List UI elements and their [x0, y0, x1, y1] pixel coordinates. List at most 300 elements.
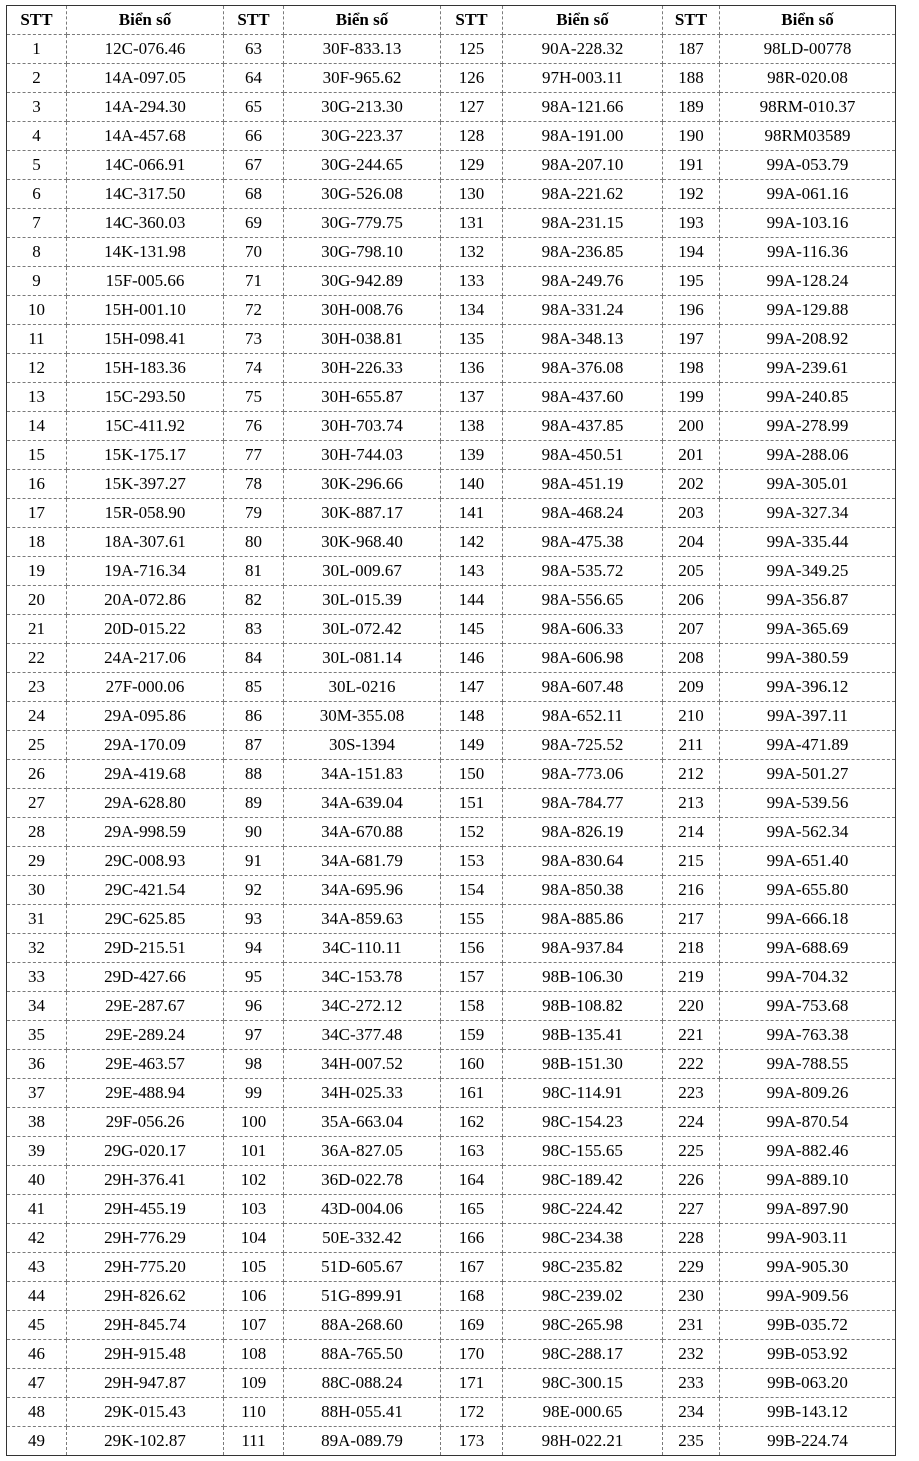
stt-cell: 6 [7, 180, 67, 209]
plate-cell: 98A-535.72 [503, 557, 663, 586]
plate-cell: 51D-605.67 [284, 1253, 441, 1282]
stt-cell: 9 [7, 267, 67, 296]
table-row [7, 1224, 896, 1253]
table-row [7, 876, 896, 905]
table-row [7, 557, 896, 586]
plate-cell: 15K-397.27 [67, 470, 224, 499]
table-row [7, 528, 896, 557]
stt-cell: 161 [441, 1079, 503, 1108]
stt-cell: 89 [224, 789, 284, 818]
table-row [7, 644, 896, 673]
stt-cell: 125 [441, 35, 503, 64]
table-row [7, 296, 896, 325]
stt-cell: 224 [663, 1108, 720, 1137]
stt-cell: 79 [224, 499, 284, 528]
stt-cell: 214 [663, 818, 720, 847]
plate-cell: 98A-207.10 [503, 151, 663, 180]
stt-cell: 222 [663, 1050, 720, 1079]
stt-cell: 85 [224, 673, 284, 702]
table-row [7, 847, 896, 876]
plate-cell: 98A-725.52 [503, 731, 663, 760]
stt-cell: 48 [7, 1398, 67, 1427]
plate-cell: 99A-889.10 [720, 1166, 896, 1195]
plate-cell: 30H-008.76 [284, 296, 441, 325]
plate-cell: 12C-076.46 [67, 35, 224, 64]
plate-cell: 14A-097.05 [67, 64, 224, 93]
stt-cell: 93 [224, 905, 284, 934]
stt-cell: 191 [663, 151, 720, 180]
stt-cell: 164 [441, 1166, 503, 1195]
plate-cell: 98A-556.65 [503, 586, 663, 615]
plate-cell: 51G-899.91 [284, 1282, 441, 1311]
stt-cell: 233 [663, 1369, 720, 1398]
stt-cell: 199 [663, 383, 720, 412]
table-row [7, 267, 896, 296]
plate-cell: 14C-360.03 [67, 209, 224, 238]
plate-cell: 89A-089.79 [284, 1427, 441, 1456]
table-header-row [7, 6, 896, 35]
plate-cell: 35A-663.04 [284, 1108, 441, 1137]
stt-cell: 98 [224, 1050, 284, 1079]
stt-cell: 2 [7, 64, 67, 93]
header-stt-2: STT [224, 6, 284, 35]
plate-cell: 99B-035.72 [720, 1311, 896, 1340]
plate-cell: 14A-457.68 [67, 122, 224, 151]
plate-cell: 34H-025.33 [284, 1079, 441, 1108]
plate-cell: 34C-110.11 [284, 934, 441, 963]
plate-cell: 15R-058.90 [67, 499, 224, 528]
plate-cell: 99A-327.34 [720, 499, 896, 528]
plate-cell: 15F-005.66 [67, 267, 224, 296]
plate-cell: 30F-965.62 [284, 64, 441, 93]
plate-cell: 99A-897.90 [720, 1195, 896, 1224]
stt-cell: 149 [441, 731, 503, 760]
stt-cell: 109 [224, 1369, 284, 1398]
stt-cell: 189 [663, 93, 720, 122]
stt-cell: 200 [663, 412, 720, 441]
stt-cell: 28 [7, 818, 67, 847]
plate-cell: 99A-539.56 [720, 789, 896, 818]
plate-cell: 29C-421.54 [67, 876, 224, 905]
plate-cell: 34C-272.12 [284, 992, 441, 1021]
plate-cell: 98C-234.38 [503, 1224, 663, 1253]
stt-cell: 10 [7, 296, 67, 325]
stt-cell: 144 [441, 586, 503, 615]
plate-cell: 98A-606.33 [503, 615, 663, 644]
stt-cell: 12 [7, 354, 67, 383]
plate-cell: 14K-131.98 [67, 238, 224, 267]
stt-cell: 19 [7, 557, 67, 586]
stt-cell: 67 [224, 151, 284, 180]
plate-cell: 99A-349.25 [720, 557, 896, 586]
stt-cell: 155 [441, 905, 503, 934]
stt-cell: 146 [441, 644, 503, 673]
stt-cell: 165 [441, 1195, 503, 1224]
plate-cell: 98B-106.30 [503, 963, 663, 992]
plate-cell: 98A-236.85 [503, 238, 663, 267]
plate-cell: 98A-376.08 [503, 354, 663, 383]
table-row [7, 412, 896, 441]
stt-cell: 147 [441, 673, 503, 702]
plate-cell: 98A-121.66 [503, 93, 663, 122]
plate-cell: 98B-135.41 [503, 1021, 663, 1050]
stt-cell: 145 [441, 615, 503, 644]
plate-cell: 98C-154.23 [503, 1108, 663, 1137]
stt-cell: 156 [441, 934, 503, 963]
table-row [7, 470, 896, 499]
stt-cell: 97 [224, 1021, 284, 1050]
header-bien-so-2: Biển số [284, 6, 441, 35]
table-row [7, 702, 896, 731]
plate-cell: 99A-278.99 [720, 412, 896, 441]
plate-cell: 98C-239.02 [503, 1282, 663, 1311]
plate-cell: 99A-335.44 [720, 528, 896, 557]
plate-cell: 29K-102.87 [67, 1427, 224, 1456]
table-row [7, 1050, 896, 1079]
plate-cell: 29E-287.67 [67, 992, 224, 1021]
header-bien-so-4: Biển số [720, 6, 896, 35]
stt-cell: 207 [663, 615, 720, 644]
plate-cell: 14A-294.30 [67, 93, 224, 122]
stt-cell: 190 [663, 122, 720, 151]
stt-cell: 111 [224, 1427, 284, 1456]
stt-cell: 81 [224, 557, 284, 586]
stt-cell: 131 [441, 209, 503, 238]
plate-cell: 30L-081.14 [284, 644, 441, 673]
plate-cell: 34A-695.96 [284, 876, 441, 905]
stt-cell: 231 [663, 1311, 720, 1340]
plate-cell: 43D-004.06 [284, 1195, 441, 1224]
stt-cell: 151 [441, 789, 503, 818]
table-row [7, 93, 896, 122]
stt-cell: 66 [224, 122, 284, 151]
stt-cell: 206 [663, 586, 720, 615]
plate-cell: 99A-128.24 [720, 267, 896, 296]
stt-cell: 132 [441, 238, 503, 267]
stt-cell: 45 [7, 1311, 67, 1340]
stt-cell: 72 [224, 296, 284, 325]
stt-cell: 160 [441, 1050, 503, 1079]
plate-cell: 99A-688.69 [720, 934, 896, 963]
plate-cell: 98A-437.85 [503, 412, 663, 441]
plate-cell: 29K-015.43 [67, 1398, 224, 1427]
stt-cell: 159 [441, 1021, 503, 1050]
plate-cell: 18A-307.61 [67, 528, 224, 557]
stt-cell: 18 [7, 528, 67, 557]
plate-cell: 30G-223.37 [284, 122, 441, 151]
plate-cell: 29H-376.41 [67, 1166, 224, 1195]
plate-cell: 98C-189.42 [503, 1166, 663, 1195]
stt-cell: 227 [663, 1195, 720, 1224]
plate-cell: 99A-704.32 [720, 963, 896, 992]
table-row [7, 209, 896, 238]
stt-cell: 24 [7, 702, 67, 731]
stt-cell: 65 [224, 93, 284, 122]
stt-cell: 140 [441, 470, 503, 499]
table-row [7, 122, 896, 151]
plate-cell: 98A-937.84 [503, 934, 663, 963]
plate-cell: 36D-022.78 [284, 1166, 441, 1195]
table-row [7, 789, 896, 818]
plate-cell: 99A-305.01 [720, 470, 896, 499]
stt-cell: 168 [441, 1282, 503, 1311]
header-bien-so-1: Biển số [67, 6, 224, 35]
stt-cell: 21 [7, 615, 67, 644]
plate-cell: 14C-066.91 [67, 151, 224, 180]
plate-cell: 34C-377.48 [284, 1021, 441, 1050]
stt-cell: 196 [663, 296, 720, 325]
stt-cell: 138 [441, 412, 503, 441]
plate-cell: 99A-763.38 [720, 1021, 896, 1050]
stt-cell: 105 [224, 1253, 284, 1282]
plate-cell: 88A-268.60 [284, 1311, 441, 1340]
table-row [7, 180, 896, 209]
plate-cell: 98C-300.15 [503, 1369, 663, 1398]
plate-cell: 99A-501.27 [720, 760, 896, 789]
plate-cell: 99B-053.92 [720, 1340, 896, 1369]
stt-cell: 64 [224, 64, 284, 93]
stt-cell: 137 [441, 383, 503, 412]
stt-cell: 37 [7, 1079, 67, 1108]
stt-cell: 203 [663, 499, 720, 528]
plate-cell: 98C-155.65 [503, 1137, 663, 1166]
plate-cell: 30H-038.81 [284, 325, 441, 354]
plate-cell: 29A-419.68 [67, 760, 224, 789]
plate-cell: 27F-000.06 [67, 673, 224, 702]
stt-cell: 7 [7, 209, 67, 238]
plate-cell: 99A-471.89 [720, 731, 896, 760]
plate-cell: 98RM-010.37 [720, 93, 896, 122]
table-row [7, 1137, 896, 1166]
plate-cell: 19A-716.34 [67, 557, 224, 586]
table-row [7, 934, 896, 963]
plate-cell: 34H-007.52 [284, 1050, 441, 1079]
table-row [7, 238, 896, 267]
stt-cell: 153 [441, 847, 503, 876]
stt-cell: 88 [224, 760, 284, 789]
plate-cell: 34A-859.63 [284, 905, 441, 934]
plate-cell: 98B-151.30 [503, 1050, 663, 1079]
stt-cell: 167 [441, 1253, 503, 1282]
plate-cell: 99A-380.59 [720, 644, 896, 673]
plate-cell: 20D-015.22 [67, 615, 224, 644]
plate-cell: 29H-845.74 [67, 1311, 224, 1340]
stt-cell: 76 [224, 412, 284, 441]
plate-cell: 98A-249.76 [503, 267, 663, 296]
stt-cell: 1 [7, 35, 67, 64]
stt-cell: 234 [663, 1398, 720, 1427]
stt-cell: 63 [224, 35, 284, 64]
plate-cell: 20A-072.86 [67, 586, 224, 615]
plate-cell: 98A-191.00 [503, 122, 663, 151]
stt-cell: 11 [7, 325, 67, 354]
stt-cell: 127 [441, 93, 503, 122]
stt-cell: 135 [441, 325, 503, 354]
plate-cell: 99A-655.80 [720, 876, 896, 905]
plate-cell: 29E-289.24 [67, 1021, 224, 1050]
stt-cell: 91 [224, 847, 284, 876]
table-row [7, 499, 896, 528]
stt-cell: 36 [7, 1050, 67, 1079]
stt-cell: 139 [441, 441, 503, 470]
table-row [7, 1021, 896, 1050]
stt-cell: 220 [663, 992, 720, 1021]
stt-cell: 41 [7, 1195, 67, 1224]
plate-cell: 99A-356.87 [720, 586, 896, 615]
stt-cell: 232 [663, 1340, 720, 1369]
plate-cell: 29E-463.57 [67, 1050, 224, 1079]
plate-cell: 98A-437.60 [503, 383, 663, 412]
plate-cell: 98A-451.19 [503, 470, 663, 499]
plate-cell: 99A-753.68 [720, 992, 896, 1021]
plate-cell: 99A-809.26 [720, 1079, 896, 1108]
stt-cell: 148 [441, 702, 503, 731]
stt-cell: 101 [224, 1137, 284, 1166]
plate-cell: 98E-000.65 [503, 1398, 663, 1427]
plate-cell: 97H-003.11 [503, 64, 663, 93]
table-row [7, 325, 896, 354]
table-row [7, 1340, 896, 1369]
stt-cell: 154 [441, 876, 503, 905]
plate-cell: 99A-666.18 [720, 905, 896, 934]
stt-cell: 90 [224, 818, 284, 847]
stt-cell: 75 [224, 383, 284, 412]
stt-cell: 34 [7, 992, 67, 1021]
stt-cell: 173 [441, 1427, 503, 1456]
plate-cell: 98A-450.51 [503, 441, 663, 470]
stt-cell: 35 [7, 1021, 67, 1050]
stt-cell: 217 [663, 905, 720, 934]
plate-cell: 29H-915.48 [67, 1340, 224, 1369]
stt-cell: 108 [224, 1340, 284, 1369]
plate-cell: 29A-998.59 [67, 818, 224, 847]
plate-cell: 34C-153.78 [284, 963, 441, 992]
plate-cell: 99A-129.88 [720, 296, 896, 325]
plate-cell: 15H-001.10 [67, 296, 224, 325]
plate-cell: 99A-903.11 [720, 1224, 896, 1253]
stt-cell: 192 [663, 180, 720, 209]
plate-cell: 99A-240.85 [720, 383, 896, 412]
header-bien-so-3: Biển số [503, 6, 663, 35]
table-row [7, 1282, 896, 1311]
plate-cell: 30K-968.40 [284, 528, 441, 557]
stt-cell: 221 [663, 1021, 720, 1050]
plate-cell: 98A-784.77 [503, 789, 663, 818]
stt-cell: 14 [7, 412, 67, 441]
stt-cell: 15 [7, 441, 67, 470]
stt-cell: 8 [7, 238, 67, 267]
table-row [7, 1427, 896, 1456]
stt-cell: 68 [224, 180, 284, 209]
stt-cell: 104 [224, 1224, 284, 1253]
plate-cell: 15C-411.92 [67, 412, 224, 441]
plate-cell: 30G-798.10 [284, 238, 441, 267]
plate-cell: 29C-008.93 [67, 847, 224, 876]
plate-cell: 29F-056.26 [67, 1108, 224, 1137]
stt-cell: 82 [224, 586, 284, 615]
plate-cell: 24A-217.06 [67, 644, 224, 673]
table-row [7, 354, 896, 383]
stt-cell: 106 [224, 1282, 284, 1311]
table-row [7, 760, 896, 789]
plate-cell: 30G-942.89 [284, 267, 441, 296]
plate-cell: 29D-215.51 [67, 934, 224, 963]
plate-cell: 98C-235.82 [503, 1253, 663, 1282]
plate-cell: 99B-224.74 [720, 1427, 896, 1456]
stt-cell: 95 [224, 963, 284, 992]
license-plate-table [6, 5, 896, 1456]
stt-cell: 27 [7, 789, 67, 818]
stt-cell: 96 [224, 992, 284, 1021]
stt-cell: 99 [224, 1079, 284, 1108]
plate-cell: 30H-226.33 [284, 354, 441, 383]
stt-cell: 71 [224, 267, 284, 296]
plate-cell: 99A-909.56 [720, 1282, 896, 1311]
plate-cell: 99A-905.30 [720, 1253, 896, 1282]
stt-cell: 46 [7, 1340, 67, 1369]
stt-cell: 213 [663, 789, 720, 818]
plate-cell: 99A-882.46 [720, 1137, 896, 1166]
plate-cell: 99A-103.16 [720, 209, 896, 238]
stt-cell: 172 [441, 1398, 503, 1427]
stt-cell: 38 [7, 1108, 67, 1137]
plate-cell: 98H-022.21 [503, 1427, 663, 1456]
plate-cell: 36A-827.05 [284, 1137, 441, 1166]
table-row [7, 441, 896, 470]
plate-cell: 30S-1394 [284, 731, 441, 760]
stt-cell: 201 [663, 441, 720, 470]
stt-cell: 188 [663, 64, 720, 93]
plate-cell: 30H-703.74 [284, 412, 441, 441]
plate-cell: 88C-088.24 [284, 1369, 441, 1398]
stt-cell: 152 [441, 818, 503, 847]
stt-cell: 229 [663, 1253, 720, 1282]
table-row [7, 1166, 896, 1195]
plate-cell: 34A-681.79 [284, 847, 441, 876]
plate-cell: 14C-317.50 [67, 180, 224, 209]
plate-cell: 29H-947.87 [67, 1369, 224, 1398]
stt-cell: 92 [224, 876, 284, 905]
plate-cell: 98R-020.08 [720, 64, 896, 93]
stt-cell: 187 [663, 35, 720, 64]
stt-cell: 31 [7, 905, 67, 934]
plate-cell: 50E-332.42 [284, 1224, 441, 1253]
plate-cell: 88A-765.50 [284, 1340, 441, 1369]
plate-cell: 98A-607.48 [503, 673, 663, 702]
stt-cell: 40 [7, 1166, 67, 1195]
plate-cell: 98LD-00778 [720, 35, 896, 64]
plate-cell: 29D-427.66 [67, 963, 224, 992]
plate-cell: 98RM03589 [720, 122, 896, 151]
stt-cell: 5 [7, 151, 67, 180]
plate-cell: 99A-651.40 [720, 847, 896, 876]
stt-cell: 226 [663, 1166, 720, 1195]
stt-cell: 228 [663, 1224, 720, 1253]
table-row [7, 905, 896, 934]
table-body [7, 35, 896, 1456]
table-row [7, 1108, 896, 1137]
plate-cell: 29H-455.19 [67, 1195, 224, 1224]
stt-cell: 162 [441, 1108, 503, 1137]
plate-cell: 30F-833.13 [284, 35, 441, 64]
plate-cell: 98A-773.06 [503, 760, 663, 789]
stt-cell: 211 [663, 731, 720, 760]
plate-cell: 99B-143.12 [720, 1398, 896, 1427]
plate-cell: 29G-020.17 [67, 1137, 224, 1166]
plate-cell: 99B-063.20 [720, 1369, 896, 1398]
stt-cell: 129 [441, 151, 503, 180]
stt-cell: 84 [224, 644, 284, 673]
